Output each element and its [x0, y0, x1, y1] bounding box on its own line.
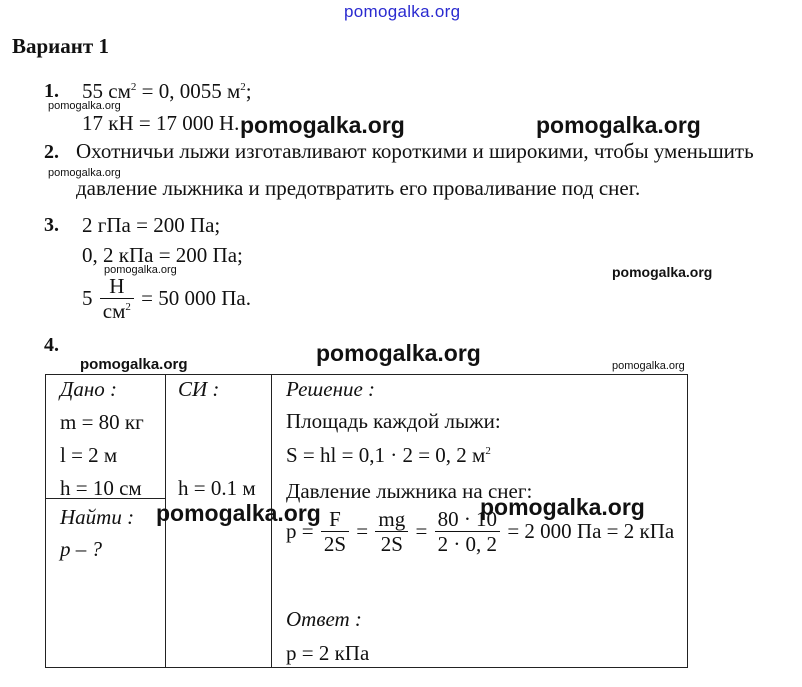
given-item: m = 80 кг	[60, 410, 144, 434]
task3-line1: 2 гПа = 200 Па;	[82, 213, 221, 237]
watermark-large: pomogalka.org	[536, 112, 701, 138]
watermark-small: pomogalka.org	[48, 100, 121, 112]
given-item: h = 10 см	[60, 476, 142, 500]
task2-line1: Охотничьи лыжи изготавливают короткими и широкими, чтобы уменьшить	[76, 139, 754, 163]
task1-line2: 17 кН = 17 000 Н.	[82, 111, 240, 135]
task3-line3: 5 $\frac{Н}{см^2}$ = 50 000 Па.	[82, 274, 251, 323]
solution-header: Решение :	[286, 377, 376, 401]
task1-line1: 55 $см^2 = 0$, 0055 $м^2$;	[82, 79, 252, 103]
answer-value: p = 2 кПа	[286, 641, 370, 665]
watermark-medium: pomogalka.org	[80, 356, 188, 373]
task3-number: 3.	[44, 214, 59, 236]
watermark-top: pomogalka.org	[344, 2, 461, 21]
solution-line: Площадь каждой лыжи:	[286, 409, 501, 433]
given-header: Дано :	[60, 377, 118, 401]
watermark-small: pomogalka.org	[104, 264, 177, 276]
task2-line2: давление лыжника и предотвратить его проваливание под снег.	[76, 176, 641, 200]
si-header: СИ :	[178, 377, 220, 401]
given-item: l = 2 м	[60, 443, 118, 467]
watermark-large: pomogalka.org	[316, 340, 481, 366]
pressure-label: Давление лыжника на снег:	[286, 479, 533, 503]
watermark-large: pomogalka.org	[156, 500, 321, 526]
area-formula: S = hl = 0,1 · 2 = 0, 2 $м^2$	[286, 443, 491, 467]
si-value: h = 0.1 м	[178, 476, 256, 500]
task4-number: 4.	[44, 334, 59, 356]
task1-number: 1.	[44, 80, 59, 102]
find-value: p – ?	[60, 537, 102, 561]
answer-header: Ответ :	[286, 607, 362, 631]
find-header: Найти :	[60, 505, 135, 529]
watermark-small: pomogalka.org	[612, 360, 685, 372]
watermark-small: pomogalka.org	[48, 167, 121, 179]
pressure-formula: p = $\frac{F}{2S}$ = $\frac{mg}{2S}$ = $\frac{80 \cdot 10}{2 \cdot 0, 2}$ = 2 000 Па = 2 кПа	[286, 507, 675, 556]
watermark-medium: pomogalka.org	[612, 264, 713, 280]
task2-number: 2.	[44, 141, 59, 163]
watermark-large: pomogalka.org	[480, 494, 645, 520]
task3-line2: 0, 2 кПа = 200 Па;	[82, 243, 243, 267]
page-title: Вариант 1	[12, 34, 109, 58]
watermark-large: pomogalka.org	[240, 112, 405, 138]
